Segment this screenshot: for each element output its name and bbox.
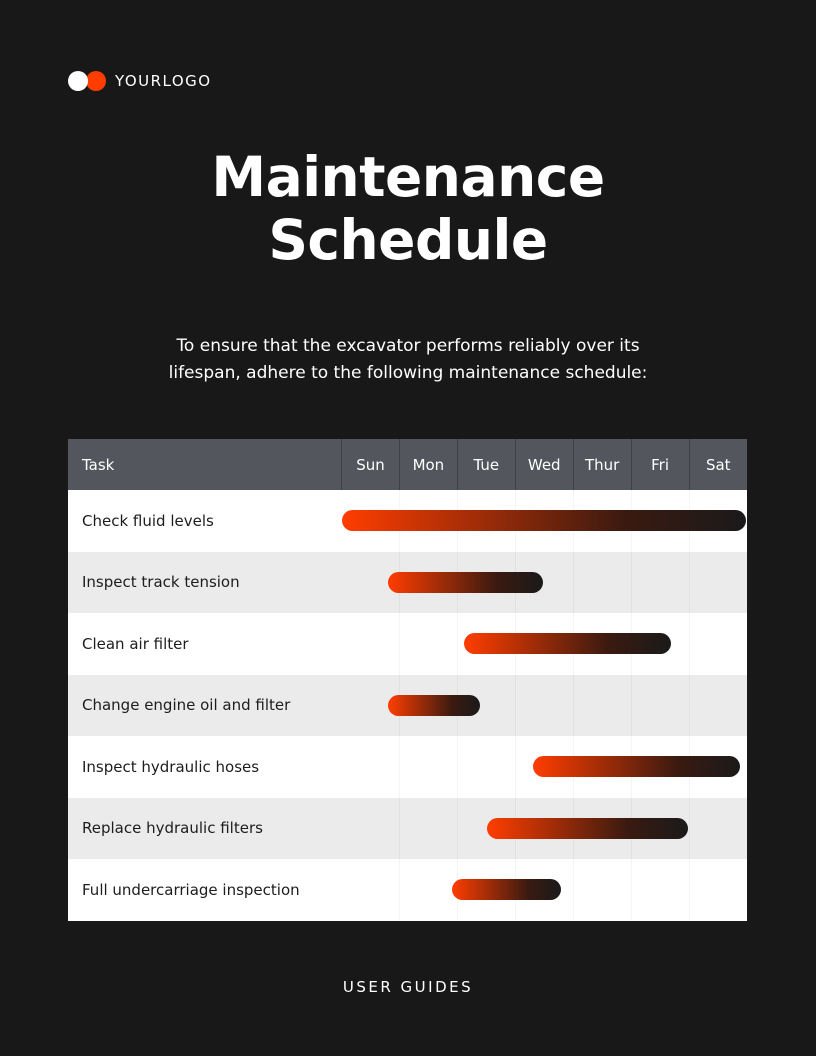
day-cell bbox=[342, 552, 400, 614]
day-header-sat: Sat bbox=[689, 439, 747, 490]
day-cell bbox=[689, 736, 747, 798]
logo-dot-white bbox=[68, 71, 88, 91]
task-name: Check fluid levels bbox=[68, 490, 342, 552]
day-cell bbox=[573, 798, 631, 860]
task-name: Inspect track tension bbox=[68, 552, 342, 614]
day-cell bbox=[399, 736, 457, 798]
task-name: Clean air filter bbox=[68, 613, 342, 675]
table-row bbox=[68, 798, 747, 860]
day-cell bbox=[515, 859, 573, 921]
table-row bbox=[68, 613, 747, 675]
day-cell bbox=[515, 490, 573, 552]
day-cell bbox=[689, 613, 747, 675]
day-cell bbox=[631, 490, 689, 552]
day-header-tue: Tue bbox=[457, 439, 515, 490]
page-title-line-1: Maintenance bbox=[211, 145, 605, 209]
day-cell bbox=[399, 859, 457, 921]
table-row bbox=[68, 736, 747, 798]
page-title-line-2: Schedule bbox=[268, 208, 548, 272]
day-cell bbox=[399, 490, 457, 552]
day-cell bbox=[457, 736, 515, 798]
day-cell bbox=[631, 736, 689, 798]
logo bbox=[68, 70, 212, 92]
day-cell bbox=[515, 798, 573, 860]
day-cell bbox=[689, 552, 747, 614]
day-cell bbox=[515, 613, 573, 675]
task-name: Inspect hydraulic hoses bbox=[68, 736, 342, 798]
intro-line-1: To ensure that the excavator performs reliably over its bbox=[176, 336, 640, 356]
day-cell bbox=[573, 552, 631, 614]
day-cell bbox=[689, 859, 747, 921]
day-cell bbox=[689, 490, 747, 552]
day-cell bbox=[457, 552, 515, 614]
table-row bbox=[68, 859, 747, 921]
day-cell bbox=[573, 859, 631, 921]
task-name: Replace hydraulic filters bbox=[68, 798, 342, 860]
day-cell bbox=[457, 613, 515, 675]
task-name: Change engine oil and filter bbox=[68, 675, 342, 737]
page-title bbox=[0, 146, 816, 272]
day-cell bbox=[399, 798, 457, 860]
day-header-thur: Thur bbox=[573, 439, 631, 490]
day-cell bbox=[573, 736, 631, 798]
day-cell bbox=[689, 675, 747, 737]
table-header-row bbox=[68, 439, 747, 490]
day-cell bbox=[457, 490, 515, 552]
logo-mark bbox=[68, 71, 106, 91]
schedule-table bbox=[68, 439, 747, 921]
task-name: Full undercarriage inspection bbox=[68, 859, 342, 921]
table-row bbox=[68, 675, 747, 737]
day-cell bbox=[399, 613, 457, 675]
footer-text: USER GUIDES bbox=[342, 978, 474, 996]
day-cell bbox=[457, 859, 515, 921]
day-cell bbox=[342, 859, 400, 921]
table-row bbox=[68, 490, 747, 552]
task-column-header: Task bbox=[68, 439, 342, 490]
day-cell bbox=[631, 675, 689, 737]
day-cell bbox=[573, 490, 631, 552]
day-cell bbox=[631, 859, 689, 921]
day-cell bbox=[573, 613, 631, 675]
day-cell bbox=[457, 798, 515, 860]
table-row bbox=[68, 552, 747, 614]
day-cell bbox=[399, 675, 457, 737]
day-cell bbox=[631, 552, 689, 614]
day-header-sun: Sun bbox=[342, 439, 400, 490]
day-cell bbox=[515, 736, 573, 798]
day-cell bbox=[515, 675, 573, 737]
day-cell bbox=[342, 675, 400, 737]
day-cell bbox=[399, 552, 457, 614]
day-header-fri: Fri bbox=[631, 439, 689, 490]
intro-line-2: lifespan, adhere to the following maintenance schedule: bbox=[168, 363, 648, 383]
logo-dot-orange bbox=[86, 71, 106, 91]
day-cell bbox=[342, 798, 400, 860]
day-cell bbox=[631, 798, 689, 860]
day-header-wed: Wed bbox=[515, 439, 573, 490]
day-cell bbox=[342, 613, 400, 675]
day-cell bbox=[515, 552, 573, 614]
day-cell bbox=[457, 675, 515, 737]
day-cell bbox=[573, 675, 631, 737]
day-cell bbox=[342, 490, 400, 552]
day-header-mon: Mon bbox=[399, 439, 457, 490]
day-cell bbox=[631, 613, 689, 675]
day-cell bbox=[689, 798, 747, 860]
logo-text: YOURLOGO bbox=[115, 72, 212, 90]
intro-text bbox=[0, 333, 816, 387]
day-cell bbox=[342, 736, 400, 798]
